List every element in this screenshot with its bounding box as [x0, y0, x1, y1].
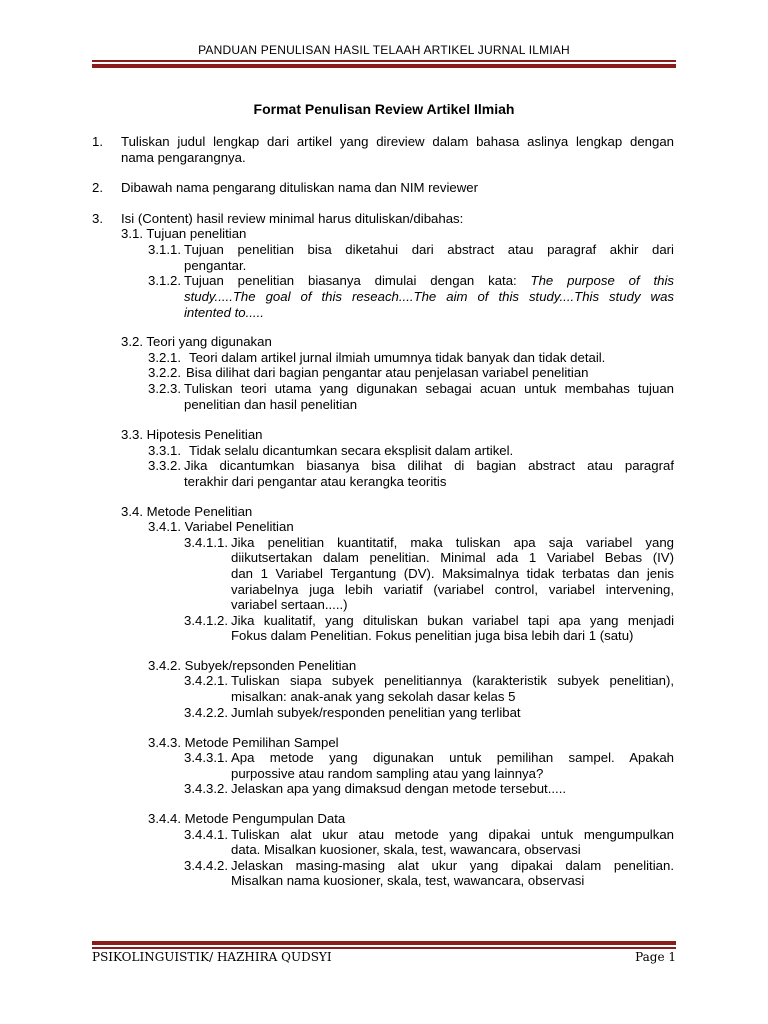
item-text-italic: intented to.....: [184, 305, 264, 320]
item-text: Jika penelitian kuantitatif, maka tuliskan apa saja variabel yang: [231, 535, 674, 550]
item-number: 3.4.1.1.: [184, 535, 228, 550]
item-number: 3.4.3.2.: [184, 781, 228, 796]
subsection-heading: 3.4.2. Subyek/repsonden Penelitian: [148, 658, 357, 673]
footer-author: PSIKOLINGUISTIK/ HAZHIRA QUDSYI: [92, 950, 332, 964]
item-text: dan 1 Variabel Tergantung (DV). Maksimalnya tidak terbatas dan jenis: [231, 566, 674, 581]
item-text: Tidak selalu dicantumkan secara eksplisit dalam artikel.: [189, 443, 514, 458]
item-text: purpossive atau random sampling atau yang lainnya?: [231, 766, 544, 781]
item-number: 3.4.3.1.: [184, 750, 228, 765]
item-number: 3.1.1.: [148, 242, 181, 257]
item-text: variabelnya juga lebih variatif (variabel control, variabel intervening,: [231, 582, 674, 597]
item-text: data. Misalkan kuosioner, skala, test, wawancara, observasi: [231, 842, 581, 857]
item-text: Isi (Content) hasil review minimal harus dituliskan/dibahas:: [121, 211, 464, 226]
item-text: penelitian dan hasil penelitian: [184, 397, 358, 412]
item-number: 3.3.1.: [148, 443, 181, 458]
item-number: 3.2.3.: [148, 381, 181, 396]
item-text: Teori dalam artikel jurnal ilmiah umumnya tidak banyak dan tidak detail.: [189, 350, 606, 365]
item-number: 3.2.2.: [148, 365, 181, 380]
item-text: terakhir dari pengantar atau kerangka teoritis: [184, 474, 447, 489]
header-rule-thin: [92, 60, 676, 62]
subsection-heading: 3.4.1. Variabel Penelitian: [148, 519, 294, 534]
subsection-heading: 3.4.3. Metode Pemilihan Sampel: [148, 735, 339, 750]
item-text: Apa metode yang digunakan untuk pemilihan sampel. Apakah: [231, 750, 674, 765]
item-number: 3.4.4.2.: [184, 858, 228, 873]
item-text: [184, 273, 674, 289]
page-number: Page 1: [635, 950, 676, 964]
footer-rule-thick: [92, 941, 676, 945]
item-number: 3.4.2.2.: [184, 705, 228, 720]
section-heading: 3.3. Hipotesis Penelitian: [121, 427, 263, 442]
item-text: misalkan: anak-anak yang sekolah dasar kelas 5: [231, 689, 516, 704]
item-number: 2.: [92, 180, 103, 195]
item-text: Tuliskan alat ukur atau metode yang dipakai untuk mengumpulkan: [231, 827, 674, 842]
footer-rule-thin: [92, 947, 676, 949]
item-text: Tuliskan judul lengkap dari artikel yang direview dalam bahasa aslinya lengkap dengan: [121, 134, 674, 149]
item-text: Tuliskan siapa subyek penelitiannya (karakteristik subyek penelitian),: [231, 673, 674, 688]
item-number: 3.1.2.: [148, 273, 181, 288]
subsection-heading: 3.4.4. Metode Pengumpulan Data: [148, 811, 346, 826]
item-number: 3.4.1.2.: [184, 613, 228, 628]
item-text: Jelaskan apa yang dimaksud dengan metode tersebut.....: [231, 781, 567, 796]
item-text-normal: Tujuan penelitian biasanya dimulai dengan kata:: [184, 273, 531, 288]
item-text: Jelaskan masing-masing alat ukur yang dipakai dalam penelitian.: [231, 858, 674, 873]
section-heading: 3.1. Tujuan penelitian: [121, 226, 247, 241]
section-heading: 3.4. Metode Penelitian: [121, 504, 253, 519]
item-text: Jika kualitatif, yang dituliskan bukan variabel tapi apa yang menjadi: [231, 613, 674, 628]
item-number: 3.2.1.: [148, 350, 181, 365]
item-text: Bisa dilihat dari bagian pengantar atau penjelasan variabel penelitian: [186, 365, 589, 380]
item-text: Jumlah subyek/responden penelitian yang terlibat: [231, 705, 521, 720]
section-heading: 3.2. Teori yang digunakan: [121, 334, 272, 349]
item-text: Fokus dalam Penelitian. Fokus penelitian juga bisa lebih dari 1 (satu): [231, 628, 634, 643]
item-text: pengantar.: [184, 258, 247, 273]
item-text: nama pengarangnya.: [121, 150, 246, 165]
item-text-italic: study.....The goal of this reseach....The aim of this study....This study was: [184, 289, 674, 304]
item-text: Jika dicantumkan biasanya bisa dilihat di bagian abstract atau paragraf: [184, 458, 674, 473]
item-text: Tujuan penelitian bisa diketahui dari abstract atau paragraf akhir dari: [184, 242, 674, 257]
item-text: diikutsertakan dalam penelitian. Minimal ada 1 Variabel Bebas (IV): [231, 550, 674, 565]
item-text-italic: The purpose of this: [530, 273, 674, 288]
item-number: 3.4.2.1.: [184, 673, 228, 688]
item-number: 3.3.2.: [148, 458, 181, 473]
header-rule-thick: [92, 64, 676, 68]
item-text: Misalkan nama kuosioner, skala, test, wawancara, observasi: [231, 873, 585, 888]
item-number: 3.4.4.1.: [184, 827, 228, 842]
document-title: Format Penulisan Review Artikel Ilmiah: [253, 101, 515, 117]
item-number: 3.: [92, 211, 103, 226]
item-number: 1.: [92, 134, 103, 149]
running-header: PANDUAN PENULISAN HASIL TELAAH ARTIKEL JURNAL ILMIAH: [198, 43, 570, 57]
item-text: Tuliskan teori utama yang digunakan sebagai acuan untuk membahas tujuan: [184, 381, 674, 396]
item-text: variabel sertaan.....): [231, 597, 348, 612]
item-text: Dibawah nama pengarang dituliskan nama dan NIM reviewer: [121, 180, 478, 195]
